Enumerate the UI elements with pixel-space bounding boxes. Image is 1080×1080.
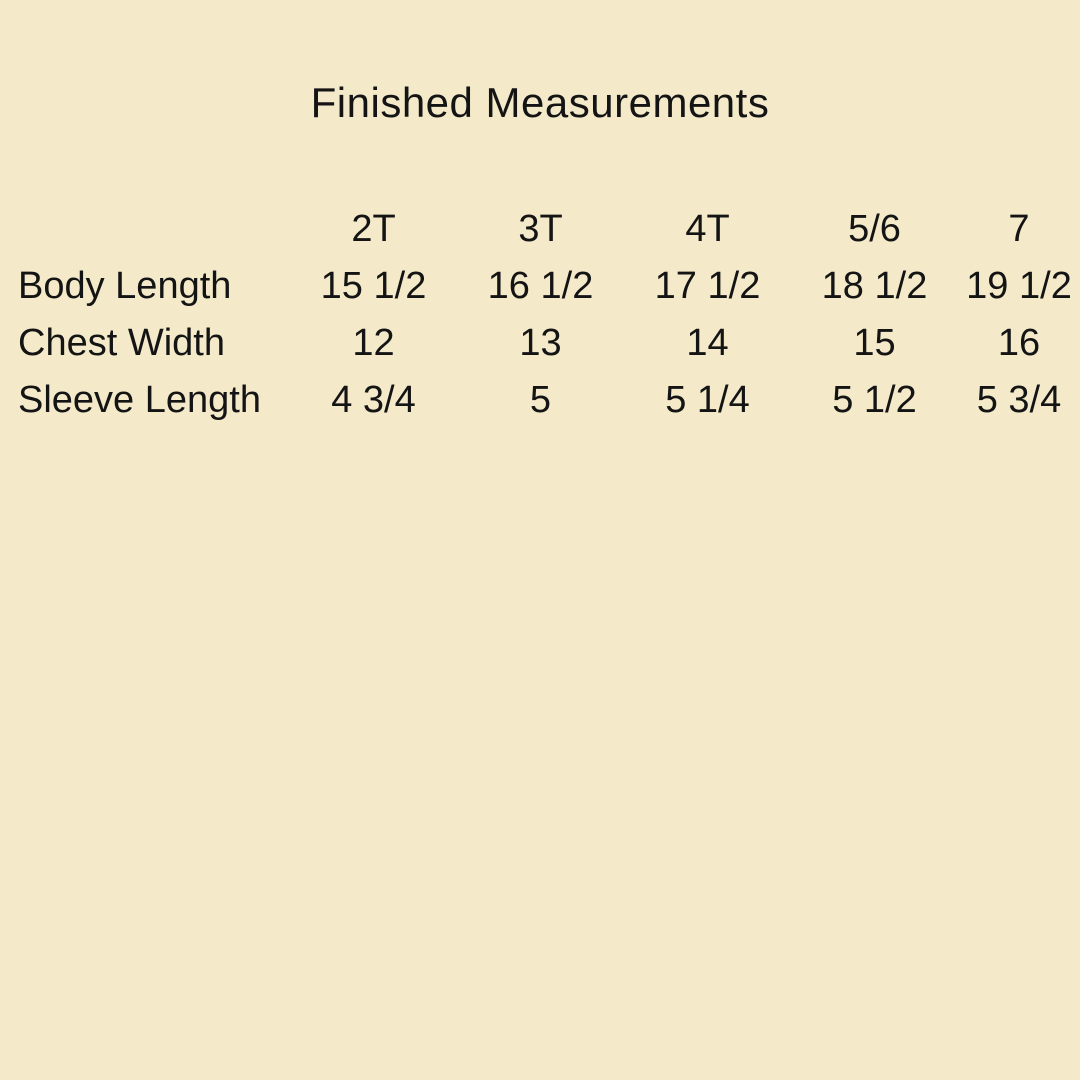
chest-width-3t: 13 <box>519 321 562 364</box>
body-length-7: 19 1/2 <box>966 264 1072 307</box>
body-length-4t: 17 1/2 <box>654 264 761 307</box>
sleeve-length-4t: 5 1/4 <box>665 378 750 421</box>
chest-width-2t: 12 <box>352 321 395 364</box>
body-length-5-6: 18 1/2 <box>821 264 928 307</box>
row-label-body-length: Body Length <box>18 264 232 307</box>
body-length-2t: 15 1/2 <box>320 264 427 307</box>
chest-width-7: 16 <box>997 321 1041 364</box>
row-label-chest-width: Chest Width <box>18 321 225 364</box>
table-header-5-6: 5/6 <box>848 207 901 250</box>
chest-width-5-6: 15 <box>853 321 896 364</box>
table-header-2t: 2T <box>351 207 396 250</box>
body-length-3t: 16 1/2 <box>487 264 594 307</box>
page-title: Finished Measurements <box>310 79 770 126</box>
sleeve-length-2t: 4 3/4 <box>331 378 416 421</box>
table-header-empty <box>0 201 290 258</box>
chest-width-4t: 14 <box>686 321 729 364</box>
sleeve-length-3t: 5 <box>529 378 552 421</box>
table-header-3t: 3T <box>518 207 563 250</box>
sleeve-length-5-6: 5 1/2 <box>832 378 917 421</box>
row-label-sleeve-length: Sleeve Length <box>18 378 261 421</box>
table-header-7: 7 <box>1008 207 1030 250</box>
table-header-4t: 4T <box>685 207 730 250</box>
sleeve-length-7: 5 3/4 <box>976 378 1062 421</box>
measurements-table <box>0 201 1080 429</box>
